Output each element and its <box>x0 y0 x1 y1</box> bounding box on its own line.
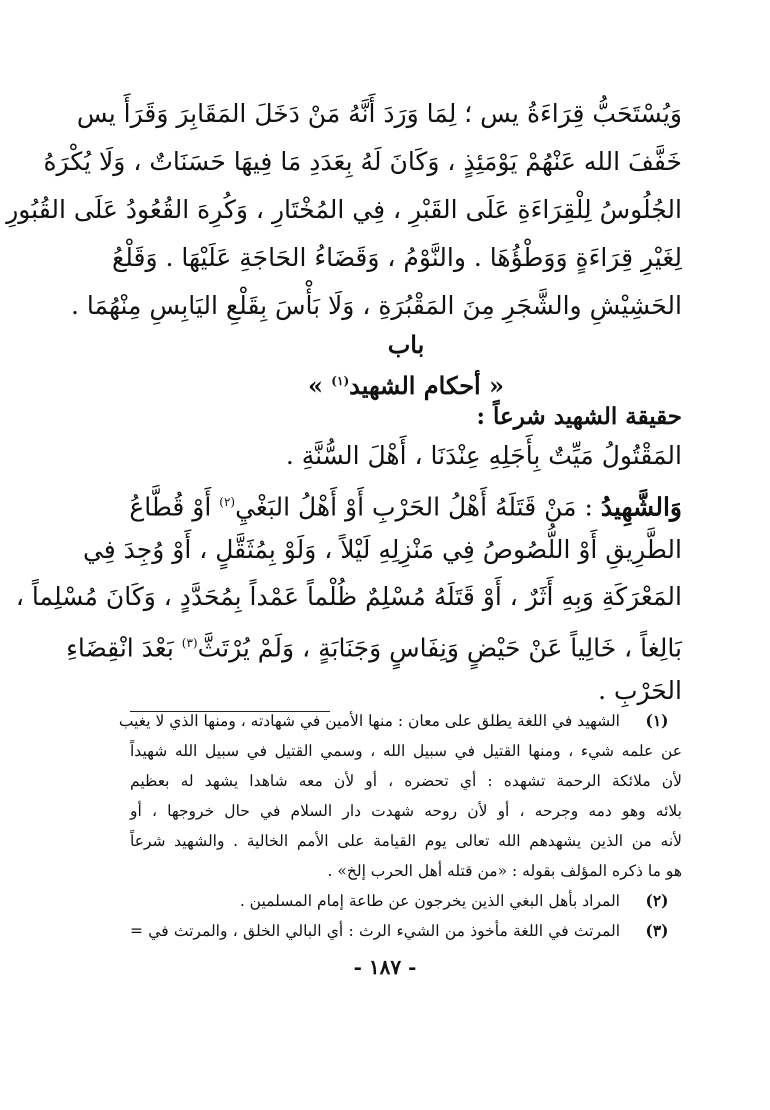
footnote-1-cont <box>130 796 682 826</box>
section-title: حقيقة الشهيد شرعاً : <box>476 403 682 430</box>
chapter-subtitle-close: » <box>307 371 332 400</box>
footnote-ref[interactable]: (٢) <box>219 495 236 509</box>
footnote-number: (١) <box>645 711 669 730</box>
definition-paragraph <box>15 432 682 714</box>
text-segment: بَالِغاً ، خَالِياً عَنْ حَيْضٍ وَنِفَاسٍ وَجَنَابَةٍ ، وَلَمْ يُرْتَثَّ <box>197 633 682 663</box>
chapter-subtitle-text: « أحكام الشهيد <box>349 371 505 400</box>
text-line: الطَّرِيقِ أَوْ اللُّصُوصُ فِي مَنْزِلِهِ لَيْلاً ، وَلَوْ بِمُثَقَّلٍ ، أَوْ وُجِدَ فِي <box>82 535 682 564</box>
text-line: الحَشِيْشِ والشَّجَرِ مِنَ المَقْبُرَةِ ، وَلَا بَأْسَ بِقَلْعِ اليَابِسِ مِنْهُمَا . <box>71 291 682 320</box>
text-line: المَعْرَكَةِ وَبِهِ أَثَرٌ ، أَوْ قَتَلَهُ مُسْلِمٌ ظُلْماً عَمْداً بِمُحَدَّدٍ ، وَكَانَ مُسْلِماً ، <box>15 582 682 611</box>
footnote-ref[interactable]: (٣) <box>181 636 198 650</box>
footnote-1-cont <box>130 856 682 886</box>
footnote-line: لأنه من الذين يشهدهم الله تعالى يوم القيامة على الأمم الخالية . والشهيد شرعاً <box>130 832 682 850</box>
footnote-1-cont <box>130 766 682 796</box>
text-segment: أَوْ قُطَّاعُ <box>129 492 220 522</box>
footnote-3 <box>130 916 682 946</box>
text-line <box>130 479 682 526</box>
text-line <box>66 620 682 667</box>
footnote-line: عن علمه شيء ، ومنها القتيل في سبيل الله ، وسمي القتيل في سبيل الله شهيداً <box>130 742 682 760</box>
text-segment: : مَنْ قَتَلَهُ أَهْلُ الحَرْبِ أَوْ أَهْلُ البَغْيِ <box>235 492 601 522</box>
text-line: وَيُسْتَحَبُّ قِرَاءَةُ يس ؛ لِمَا وَرَدَ أَنَّهُ مَنْ دَخَلَ المَقَابِرَ وَقَرَأَ يس <box>76 99 682 128</box>
chapter-title: باب <box>387 330 425 359</box>
footnotes <box>118 706 682 946</box>
footnote-line: بلائه وهو دمه وجرحه ، أو لأن روحه شهدت دار السلام في حال خروجها ، أو <box>130 802 682 820</box>
footnote-1-cont <box>130 736 682 766</box>
footnote-line: المراد بأهل البغي الذين يخرجون عن طاعة إمام المسلمين . <box>239 892 620 910</box>
term-martyr: وَالشَّهِيدُ <box>600 492 682 522</box>
text-line: الجُلُوسُ لِلْقِرَاءَةِ عَلَى القَبْرِ ، فِي المُخْتَارِ ، وَكُرِهَ القُعُودُ عَلَى القُبُورِ <box>6 195 682 224</box>
footnote-2 <box>130 886 682 916</box>
chapter-subtitle <box>130 364 682 403</box>
footnote-ref[interactable]: (١) <box>331 374 350 388</box>
footnote-line: المرتث في اللغة مأخوذ من الشيء الرث : أي البالي الخلق ، والمرتث في = <box>130 922 620 940</box>
text-line: خَفَّفَ الله عَنْهُمْ يَوْمَئِذٍ ، وَكَانَ لَهُ بِعَدَدِ مَا فِيهَا حَسَنَاتٌ ، وَلَا يُكْرَهُ <box>43 147 682 176</box>
main-paragraph <box>6 90 682 330</box>
footnote-1-cont <box>130 826 682 856</box>
footnote-line: لأن ملائكة الرحمة تشهده : أي تحضره ، أو لأن معه شاهدا يشهد له بعظيم <box>130 772 682 790</box>
footnote-line: الشهيد في اللغة يطلق على معان : منها الأمين في شهادته ، ومنها الذي لا يغيب <box>118 712 620 730</box>
footnote-1 <box>118 706 682 736</box>
text-line: المَقْتُولُ مَيِّتٌ بِأَجَلِهِ عِنْدَنَا ، أَهْلَ السُّنَّةِ . <box>285 441 682 470</box>
footnote-number: (٢) <box>645 891 669 910</box>
footnote-number: (٣) <box>645 921 669 940</box>
text-segment: بَعْدَ انْقِضَاءِ <box>66 633 182 663</box>
text-line: الحَرْبِ . <box>598 676 682 705</box>
text-line: لِغَيْرِ قِرَاءَةٍ وَوَطْؤُهَا . والنَّوْمُ ، وَقَضَاءُ الحَاجَةِ عَلَيْهَا . وَقَلْعُ <box>111 243 682 272</box>
footnote-line: هو ما ذكره المؤلف بقوله : «من قتله أهل الحرب إلخ» . <box>327 862 682 880</box>
page-number: - ١٨٧ - <box>353 955 417 979</box>
